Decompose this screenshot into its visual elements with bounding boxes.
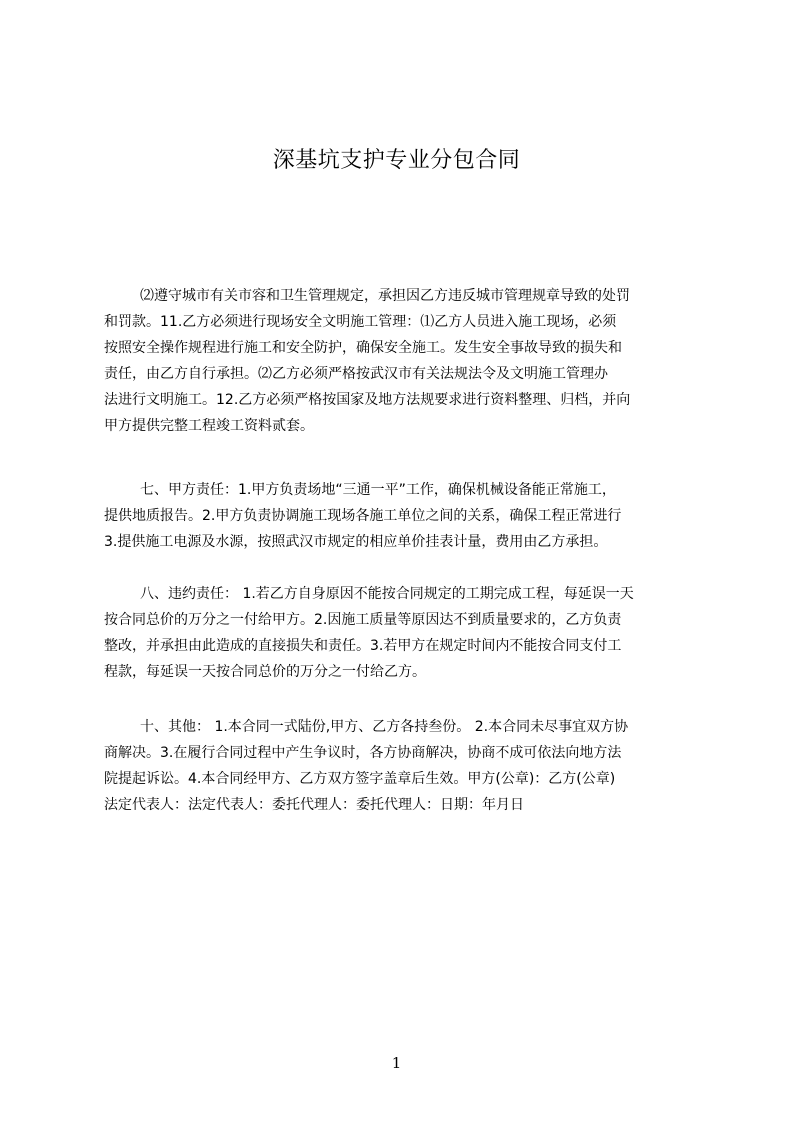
paragraph-line: 甲方提供完整工程竣工资料贰套。 <box>104 418 314 434</box>
paragraph-clause-supplement <box>104 283 699 439</box>
paragraph-line: 按照安全操作规程进行施工和安全防护，确保安全施工。发生安全事故导致的损失和 <box>104 340 622 356</box>
paragraph-line: 七、甲方责任：1.甲方负责场地“三通一平”工作，确保机械设备能正常施工， <box>140 482 616 498</box>
paragraph-line: 责任，由乙方自行承担。⑵乙方必须严格按武汉市有关法规法令及文明施工管理办 <box>104 366 608 382</box>
paragraph-line: 3.提供施工电源及水源，按照武汉市规定的相应单价挂表计量，费用由乙方承担。 <box>104 534 608 550</box>
paragraph-line: 院提起诉讼。4.本合同经甲方、乙方双方签字盖章后生效。甲方(公章)：乙方(公章) <box>104 771 616 787</box>
paragraph-other-terms <box>104 714 699 818</box>
paragraph-line: 按合同总价的万分之一付给甲方。2.因施工质量等原因达不到质量要求的，乙方负责 <box>104 612 622 628</box>
paragraph-party-a-responsibility <box>104 477 699 555</box>
paragraph-line: ⑵遵守城市有关市容和卫生管理规定，承担因乙方违反城市管理规章导致的处罚 <box>140 288 630 304</box>
document-title: 深基坑支护专业分包合同 <box>272 148 521 173</box>
paragraph-line: 提供地质报告。2.甲方负责协调施工现场各施工单位之间的关系，确保工程正常进行 <box>104 508 622 524</box>
paragraph-line: 八、违约责任： 1.若乙方自身原因不能按合同规定的工期完成工程，每延误一天 <box>140 586 634 602</box>
paragraph-line: 和罚款。11.乙方必须进行现场安全文明施工管理：⑴乙方人员进入施工现场，必须 <box>104 314 617 330</box>
paragraph-line: 程款，每延误一天按合同总价的万分之一付给乙方。 <box>104 664 426 680</box>
paragraph-line: 整改，并承担由此造成的直接损失和责任。3.若甲方在规定时间内不能按合同支付工 <box>104 638 622 654</box>
paragraph-line: 商解决。3.在履行合同过程中产生争议时，各方协商解决，协商不成可依法向地方法 <box>104 745 622 761</box>
paragraph-line: 十、其他： 1.本合同一式陆份,甲方、乙方各持叁份。 2.本合同未尽事宜双方协 <box>140 719 629 735</box>
page-number: 1 <box>391 1054 402 1072</box>
paragraph-line: 法进行文明施工。12.乙方必须严格按国家及地方法规要求进行资料整理、归档，并向 <box>104 392 631 408</box>
paragraph-breach-liability <box>104 581 699 685</box>
paragraph-line: 法定代表人：法定代表人：委托代理人：委托代理人：日期：年月日 <box>104 797 524 813</box>
